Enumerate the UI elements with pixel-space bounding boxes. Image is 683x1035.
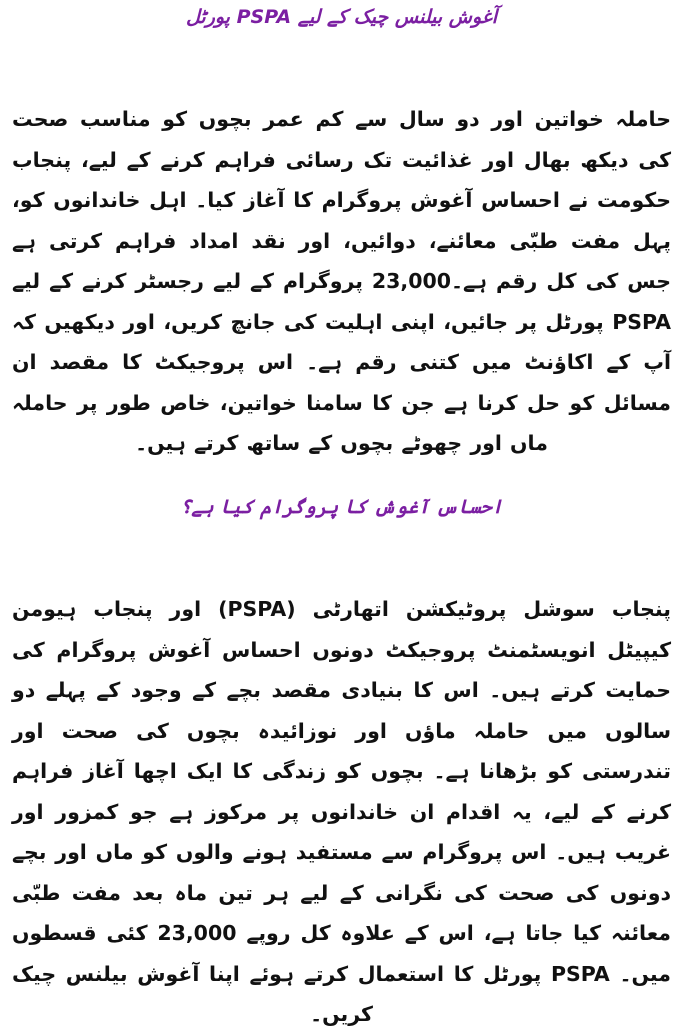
section-heading: احساس آغوش کا پروگرام کیا ہے؟ bbox=[180, 496, 503, 518]
intro-paragraph: حاملہ خواتین اور دو سال سے کم عمر بچوں کو مناسب صحت کی دیکھ بھال اور غذائیت تک رسائی فراہم کرنے کے لیے، پنجاب حکومت نے احساس آغوش پروگرام کا آغاز کیا۔ اہل خاندانوں کو، پہل مفت طبّی معائنے، دوائیں، اور نقد امداد فراہم کرتی ہے جس کی کل رقم ہے۔23,000 پروگرام کے لیے رجسٹر کرنے کے لیے PSPA پورٹل پر جائیں، اپنی اہلیت کی جانچ کریں، اور دیکھیں کہ آپ کے اکاؤنٹ میں کتنی رقم ہے۔ اس پروجیکٹ کا مقصد ان مسائل کو حل کرنا ہے جن کا سامنا خواتین، خاص طور پر حاملہ ماں اور چھوٹے بچوں کے ساتھ کرتے ہیں۔ bbox=[12, 107, 671, 455]
section-paragraph: پنجاب سوشل پروٹیکشن اتھارٹی (PSPA) اور پنجاب ہیومن کیپیٹل انویسٹمنٹ پروجیکٹ دونوں احساس آغوش پروگرام کی حمایت کرتے ہیں۔ اس کا بنیادی مقصد بچے کے وجود کے پہلے دو سالوں میں حاملہ ماؤں اور نوزائیدہ بچوں کی صحت اور تندرستی کو بڑھانا ہے۔ بچوں کو زندگی کا ایک اچھا آغاز فراہم کرنے کے لیے، یہ اقدام ان خاندانوں پر مرکوز ہے جو کمزور اور غریب ہیں۔ اس پروگرام سے مستفید ہونے والوں کو ماں اور بچے دونوں کی صحت کی نگرانی کے لیے ہر تین ماہ بعد مفت طبّی معائنہ کیا جاتا ہے، اس کے علاوہ کل روپے 23,000 کئی قسطوں میں۔ PSPA پورٹل کا استعمال کرتے ہوئے اپنا آغوش بیلنس چیک کریں۔ bbox=[12, 597, 671, 1026]
article-title: آغوش بیلنس چیک کے لیے PSPA پورٹل bbox=[186, 6, 497, 28]
